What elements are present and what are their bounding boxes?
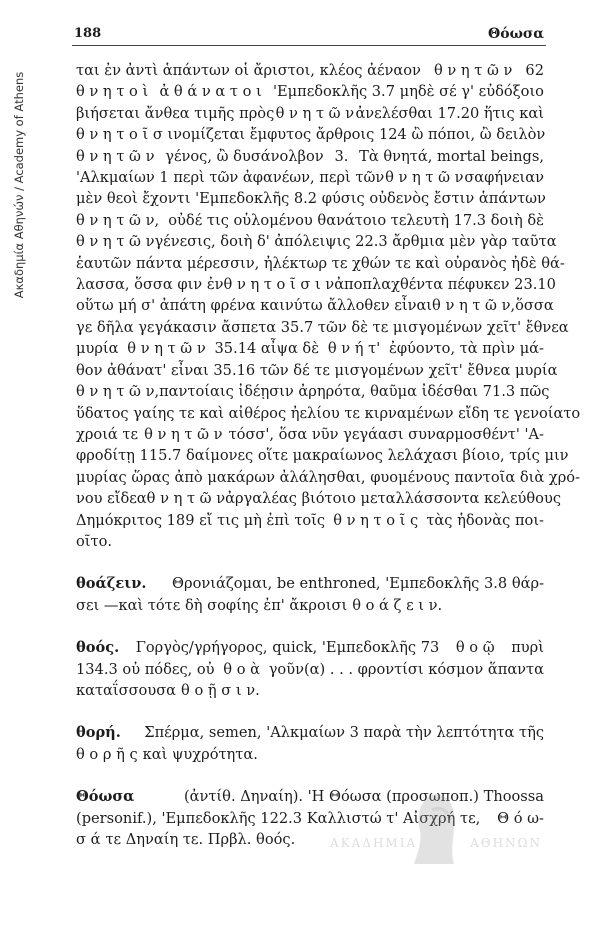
text-line — [76, 510, 544, 531]
text-line — [76, 381, 550, 402]
text-segment: ται ἐν ἀντὶ ἁπάντων οἱ ἄριστοι, κλέος ἀέναον — [76, 62, 421, 79]
text-segment: μυρίας ὥρας ἀπὸ μακάρων ἀλάλησθαι, φυομένους παντοῖα διὰ χρό- — [76, 468, 581, 486]
text-line — [76, 210, 544, 231]
entry-thore — [76, 722, 544, 765]
text-segment: θ ν η τ ο ῖ σ ι ν — [223, 276, 335, 294]
text-segment: θ ο ὰ — [223, 660, 260, 678]
text-segment: θ ν η τ ο ὶ — [76, 83, 149, 101]
text-segment: σει —καὶ τότε δὴ σοφίης ἐπ' ἄκροισι — [76, 596, 348, 614]
text-segment: μυρία — [76, 340, 119, 358]
text-segment: ἀποπλαχθέντα πέφυκεν 23.10 — [334, 276, 556, 294]
text-segment: θ ο ῇ σ ι ν. — [181, 681, 260, 699]
text-segment: θ ν η τ ῶ ν — [275, 104, 355, 122]
text-line — [76, 467, 581, 488]
text-segment: ἑαυτῶν πάντα μέρεσσιν, ἠλέκτωρ τε χθών τε καὶ οὐρανὸς ἠδὲ θά- — [76, 254, 565, 272]
text-line — [76, 231, 557, 252]
text-line — [76, 274, 556, 295]
text-segment: θ ν η τ ῶ ν — [127, 340, 206, 358]
text-line — [76, 445, 569, 466]
text-segment: νομίζεται ἔμφυτος ἄρθροις 124 ὢ πόποι, ὢ δειλὸν — [173, 126, 546, 144]
text-segment: γοῦν(α) . . . φροντίσι κόσμον ἅπαντα — [268, 660, 544, 678]
text-segment: νου εἴδεα — [76, 490, 147, 508]
headword: θοός. — [76, 639, 120, 657]
text-segment: 'Αλκμαίων 1 περὶ τῶν ἀφανέων, περὶ τῶν — [76, 169, 385, 187]
entry-continuation — [76, 60, 581, 552]
text-line — [76, 424, 544, 445]
text-segment: καὶ ψυχρότητα. — [142, 745, 258, 763]
text-segment: ἀργαλέας βιότοιο μεταλλάσσοντα κελεύθους — [225, 490, 562, 508]
text-segment: ὅσσα — [515, 297, 554, 315]
text-line — [76, 595, 544, 616]
text-segment: πυρὶ — [511, 639, 544, 657]
text-segment: παντοίαις ἰδέῃσιν ἀρηρότα, θαῦμα ἰδέσθαι 71.3 πῶς — [159, 383, 550, 401]
text-segment: γένος, ὢ δυσάνολβον — [165, 147, 324, 165]
athena-head-icon — [410, 790, 462, 870]
dictionary-text — [76, 60, 581, 850]
text-line — [76, 338, 544, 359]
text-segment: θ ν η τ ῶ ν — [76, 147, 155, 165]
text-line — [76, 167, 544, 188]
academy-watermark — [330, 790, 542, 880]
text-segment: (personif.), 'Εμπεδοκλῆς 122.3 Καλλιστώ τ' Αἰσχρή τε, — [76, 809, 481, 827]
text-segment: (ἀντίθ. Δηναίη). 'Η Θόωσα (προσωποπ.) Thoossa — [183, 788, 544, 806]
text-segment: θ ν η τ ο ῖ ς — [333, 511, 419, 529]
text-segment: ὕδατος γαίης τε καὶ αἰθέρος ἠελίου τε κιρναμένων εἴδη τε γενοίατο — [76, 404, 581, 422]
header-rule — [72, 45, 546, 46]
text-segment: φροδίτῃ 115.7 δαίμονες οἵτε μακραίωνος λελάχασι βίοιο, τρίς μιν — [76, 447, 569, 465]
text-segment: 134.3 οὐ πόδες, οὐ — [76, 660, 215, 678]
text-segment: 62 — [525, 62, 544, 79]
text-segment: θ ν η τ ῶ ν, — [76, 383, 160, 401]
text-line — [76, 60, 544, 81]
text-segment: οὕτω μή σ' ἀπάτη φρένα καινύτω ἄλλοθεν εἶναι — [76, 297, 433, 315]
text-segment: θ ν η τ ῶ ν — [76, 233, 155, 251]
text-segment: τὰς ἡδονὰς ποι- — [426, 511, 544, 529]
text-segment: θον ἀθάνατ' εἶναι 35.16 τῶν δέ τε μισγομένων χεῖτ' ἔθνεα μυρία — [76, 361, 558, 379]
text-segment: τόσσ', ὅσα νῦν γεγάασι συναρμοσθέντ' 'Α- — [228, 425, 544, 443]
text-segment: γένεσις, δοιὴ δ' ἀπόλειψις 22.3 ἄρθμια μὲν γὰρ ταῦτα — [154, 233, 557, 251]
side-caption-text: Ακαδημία Αθηνών / Academy of Athens — [12, 71, 26, 299]
text-line — [76, 403, 581, 424]
text-segment: Δημόκριτος 189 εἴ τις μὴ ἐπὶ τοῖς — [76, 511, 326, 529]
text-line — [76, 573, 544, 594]
text-line — [76, 317, 569, 338]
entry-thoos — [76, 637, 544, 701]
text-segment: Τὰ θνητά, mortal beings, — [359, 147, 544, 165]
text-line — [76, 722, 544, 743]
text-line — [76, 659, 544, 680]
text-segment: θ ν η τ ῶ ν — [144, 425, 223, 443]
watermark-right-text: ΑΘΗΝΩΝ — [470, 836, 542, 850]
text-segment: 3. — [334, 147, 349, 165]
text-segment: θ ν η τ ῶ ν — [385, 169, 464, 187]
text-segment: λασσα, ὅσσα φιν ἐν — [76, 276, 224, 294]
text-segment: Γοργὸς/γρήγορος, quick, 'Εμπεδοκλῆς 73 — [135, 639, 440, 657]
text-segment: οὐδέ τις οὐλομένου θανάτοιο τελευτὴ 17.3 δοιὴ δὲ — [168, 211, 544, 229]
text-segment: θ ο ῷ — [455, 639, 495, 657]
side-watermark-caption — [10, 40, 28, 330]
text-line — [76, 103, 544, 124]
running-head: Θόωσα — [488, 26, 544, 42]
text-segment: Θρονιάζομαι, be enthroned, 'Εμπεδοκλῆς 3.8 θάρ- — [172, 575, 544, 593]
text-line — [76, 531, 544, 552]
text-segment: χροιά τε — [76, 425, 139, 443]
text-line — [76, 488, 562, 509]
text-segment: καταΐσσουσα — [76, 681, 177, 699]
text-line — [76, 124, 544, 145]
headword: Θόωσα — [76, 788, 135, 806]
text-line — [76, 360, 558, 381]
text-segment: θ ν η τ ῶ ν — [146, 490, 226, 508]
text-segment: θ ν ή τ' — [327, 340, 381, 358]
text-line — [76, 81, 544, 102]
page-header — [74, 24, 544, 44]
page-number: 188 — [74, 26, 102, 41]
text-segment: σαφήνειαν — [464, 169, 544, 187]
text-line — [76, 295, 554, 316]
text-segment: βιήσεται ἄνθεα τιμῆς πρὸς — [76, 104, 275, 122]
text-segment: σ ά — [76, 831, 101, 848]
text-segment: ἀ θ ά ν α τ ο ι — [159, 83, 262, 101]
text-segment: ἐφύοντο, τὰ πρὶν μά- — [389, 340, 544, 358]
text-segment: θ ν η τ ῶ ν, — [432, 297, 516, 315]
text-segment: τε Δηναίη τε. Πρβλ. θοός. — [105, 831, 296, 848]
watermark-left-text: ΑΚΑΔΗΜΙΑ — [330, 836, 418, 850]
text-line — [76, 680, 544, 701]
text-segment: θ ο ρ ῆ ς — [76, 745, 138, 763]
headword: θοάζειν. — [76, 575, 147, 593]
text-segment: Θ ό ω- — [497, 809, 544, 827]
text-line — [76, 637, 544, 658]
text-line — [76, 188, 544, 209]
text-segment: γε δῆλα γεγάκασιν ἄσπετα 35.7 τῶν δὲ τε μισγομένων χεῖτ' ἔθνεα — [76, 318, 569, 336]
text-line — [76, 146, 544, 167]
text-segment: Σπέρμα, semen, 'Αλκμαίων 3 παρὰ τὴν λεπτότητα τῆς — [144, 724, 544, 742]
headword: θορή. — [76, 724, 121, 742]
text-segment: θ ο ά ζ ε ι ν. — [352, 596, 443, 614]
text-segment: θ ν η τ ῶ ν — [433, 62, 513, 79]
text-line — [76, 744, 544, 765]
text-segment: θ ν η τ ο ῖ σ ι — [76, 126, 174, 144]
text-segment: οῖτο. — [76, 532, 113, 550]
text-line — [76, 253, 565, 274]
text-segment: 'Εμπεδοκλῆς 3.7 μηδὲ σέ γ' εὐδόξοιο — [272, 83, 544, 101]
entry-thoazein — [76, 573, 544, 616]
text-segment: θ ν η τ ῶ ν, — [76, 211, 160, 229]
text-segment: 35.14 αἶψα δὲ — [214, 340, 320, 358]
text-segment: ἀνελέσθαι 17.20 ἥτις καὶ — [355, 104, 544, 122]
text-segment: μὲν θεοὶ ἔχοντι 'Εμπεδοκλῆς 8.2 φύσις οὐδενὸς ἔστιν ἁπάντων — [76, 190, 546, 208]
